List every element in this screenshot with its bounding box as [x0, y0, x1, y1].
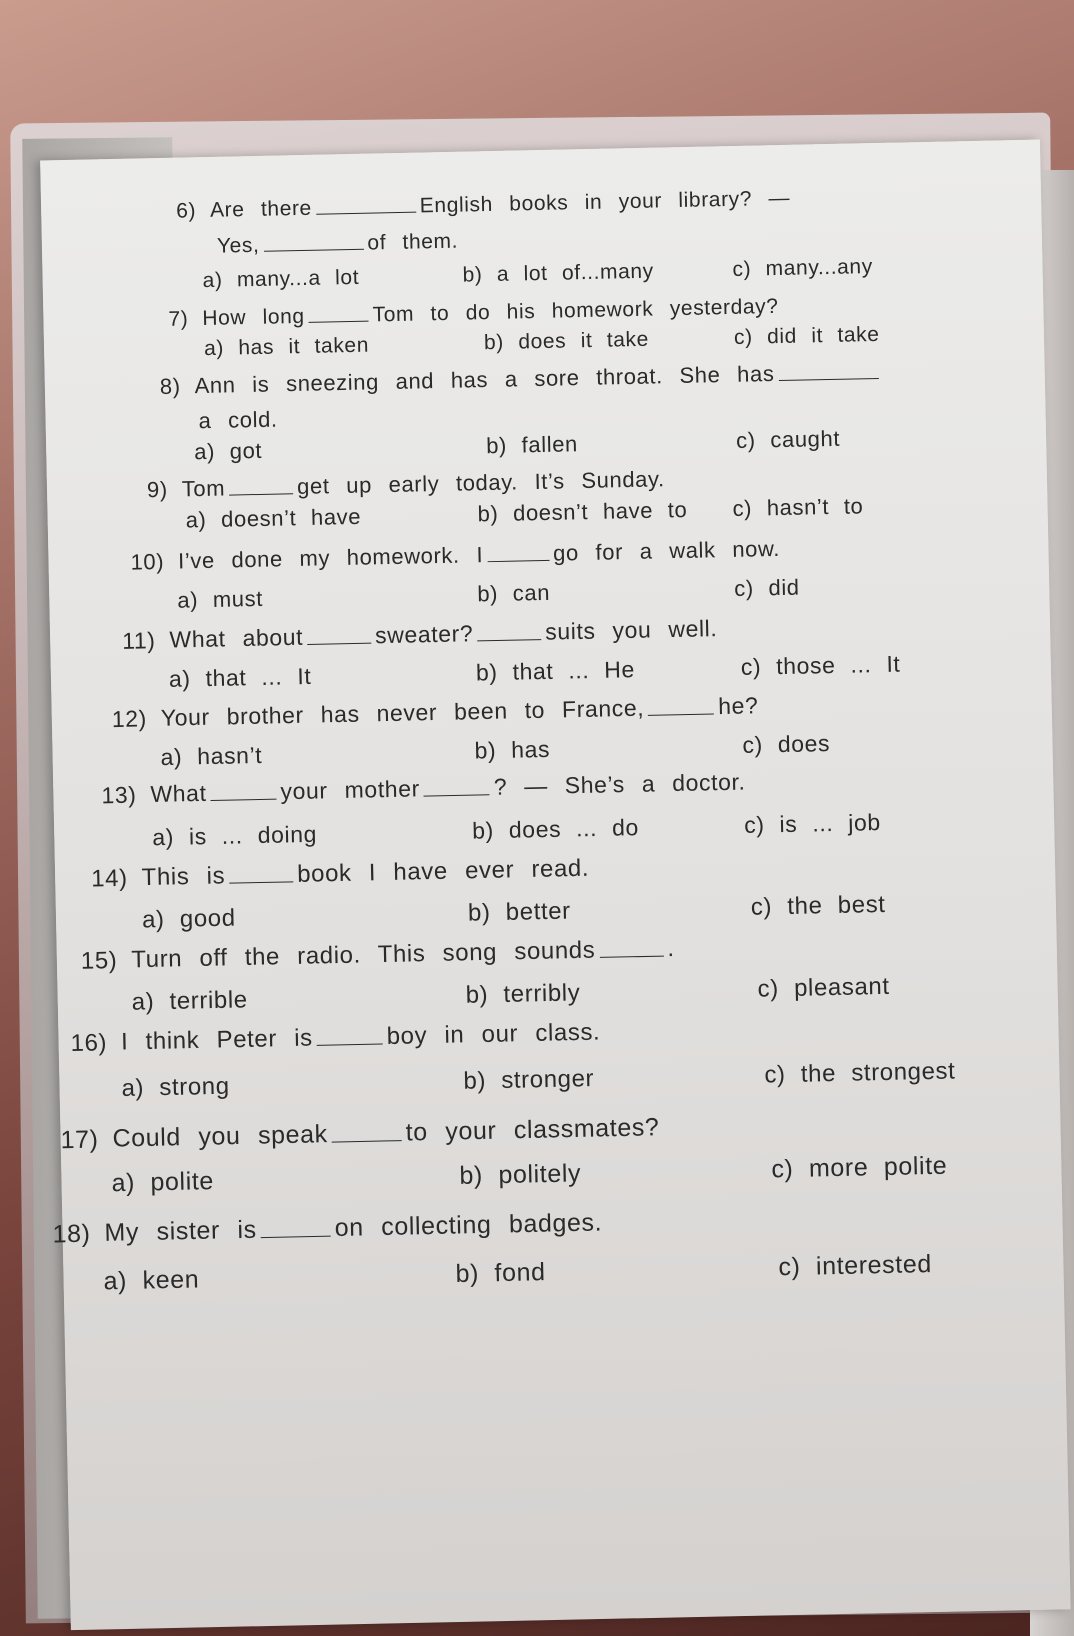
option-a[interactable]: a) got: [193, 437, 263, 465]
question-text: book I have ever read.: [296, 854, 590, 888]
question-text: Are there: [209, 196, 313, 222]
option-a[interactable]: a) has it taken: [203, 333, 370, 361]
question-text: boy in our class.: [386, 1018, 601, 1050]
answer-blank[interactable]: [648, 692, 714, 715]
question-11: [122, 614, 718, 654]
answer-blank[interactable]: [263, 230, 363, 252]
option-a[interactable]: a) terrible: [131, 986, 248, 1016]
question-text: on collecting badges.: [334, 1208, 603, 1243]
option-c[interactable]: c) more polite: [771, 1151, 948, 1184]
question-continuation: [217, 228, 459, 259]
question-text: What about: [169, 623, 304, 653]
question-text: Tom to do his homework yesterday?: [372, 294, 779, 327]
question-number: 12): [111, 705, 148, 732]
question-10: [130, 535, 780, 575]
question-16: [70, 1017, 600, 1058]
question-text: your mother: [280, 775, 421, 805]
option-a[interactable]: a) strong: [121, 1072, 230, 1102]
option-c[interactable]: c) those ... It: [740, 650, 901, 680]
question-number: 6): [175, 199, 197, 223]
answer-blank[interactable]: [487, 540, 549, 562]
option-c[interactable]: c) the best: [750, 890, 886, 921]
option-b[interactable]: b) politely: [459, 1159, 582, 1190]
option-b[interactable]: b) better: [467, 897, 572, 927]
option-b[interactable]: b) stronger: [463, 1065, 595, 1095]
answer-blank[interactable]: [210, 778, 276, 801]
answer-blank[interactable]: [307, 622, 371, 645]
question-14: [91, 853, 590, 893]
option-c[interactable]: c) does: [742, 730, 831, 758]
option-b[interactable]: b) fond: [455, 1258, 546, 1289]
answer-blank[interactable]: [229, 473, 293, 495]
question-continuation: a cold.: [198, 406, 278, 434]
option-a[interactable]: a) polite: [111, 1167, 215, 1198]
question-text: Turn off the radio. This song sounds: [131, 936, 596, 974]
question-18: [52, 1207, 602, 1249]
question-text: What: [150, 779, 207, 807]
question-9: [147, 465, 665, 503]
question-number: 9): [146, 476, 169, 503]
answer-blank[interactable]: [316, 1021, 382, 1045]
question-text: suits you well.: [544, 615, 718, 645]
option-c[interactable]: c) did it take: [733, 322, 880, 349]
question-text: Your brother has never been to France,: [160, 694, 645, 731]
answer-blank[interactable]: [229, 859, 293, 883]
option-b[interactable]: b) can: [477, 579, 551, 607]
option-a[interactable]: a) hasn’t: [160, 741, 263, 771]
worksheet-content: [40, 140, 1071, 1631]
question-text: How long: [202, 304, 305, 330]
question-17: [60, 1112, 659, 1155]
question-text: I think Peter is: [120, 1024, 314, 1056]
option-c[interactable]: c) many...any: [732, 255, 874, 281]
question-number: 16): [70, 1028, 108, 1057]
question-number: 14): [90, 864, 128, 893]
option-a[interactable]: a) many...a lot: [202, 265, 360, 293]
question-8: [160, 358, 883, 400]
option-c[interactable]: c) hasn’t to: [732, 493, 864, 522]
question-number: 7): [168, 307, 189, 331]
option-b[interactable]: b) fallen: [485, 431, 579, 459]
option-a[interactable]: a) good: [141, 904, 236, 934]
question-text: ? — She’s a doctor.: [493, 768, 746, 800]
question-text: [882, 359, 883, 384]
question-text: This is: [141, 862, 226, 892]
option-a[interactable]: a) is ... doing: [152, 820, 318, 851]
option-b[interactable]: b) does ... do: [471, 814, 640, 844]
question-7: [168, 293, 779, 332]
question-text: go for a walk now.: [552, 535, 781, 566]
worksheet-page: [40, 140, 1071, 1631]
question-text: sweater?: [374, 620, 474, 649]
question-text: Could you speak: [112, 1120, 329, 1153]
option-c[interactable]: c) did: [733, 574, 800, 602]
question-text: Ann is sneezing and has a sore throat. She has: [194, 360, 775, 399]
option-b[interactable]: b) that ... He: [475, 656, 636, 686]
question-number: 11): [121, 626, 156, 654]
option-c[interactable]: c) is ... job: [743, 809, 882, 838]
option-b[interactable]: b) a lot of...many: [462, 259, 655, 287]
question-text: My sister is: [104, 1215, 257, 1247]
question-12: [112, 692, 759, 733]
answer-blank[interactable]: [599, 934, 663, 958]
question-text: .: [667, 934, 675, 963]
question-text: of them.: [367, 229, 459, 255]
option-b[interactable]: b) does it take: [483, 327, 650, 355]
answer-blank[interactable]: [260, 1213, 330, 1238]
question-number: 17): [60, 1124, 99, 1154]
question-text: get up early today. It’s Sunday.: [296, 466, 665, 499]
question-6: [176, 185, 790, 224]
answer-blank[interactable]: [316, 193, 416, 215]
question-number: 15): [80, 946, 118, 975]
answer-blank[interactable]: [424, 773, 490, 796]
answer-blank[interactable]: [778, 358, 878, 381]
question-number: 13): [101, 781, 137, 809]
option-b[interactable]: b) has: [474, 735, 551, 764]
question-text: English books in your library? —: [419, 186, 791, 218]
question-text: Yes,: [216, 233, 260, 258]
option-b[interactable]: b) doesn’t have to: [477, 496, 688, 527]
option-c[interactable]: c) pleasant: [757, 972, 890, 1003]
answer-blank[interactable]: [331, 1117, 401, 1142]
option-a[interactable]: a) must: [177, 585, 264, 613]
question-number: 10): [130, 548, 165, 575]
option-c[interactable]: c) the strongest: [764, 1057, 956, 1089]
question-number: 18): [52, 1219, 91, 1248]
option-b[interactable]: b) terribly: [465, 979, 581, 1009]
option-a[interactable]: a) doesn’t have: [185, 503, 362, 533]
question-13: [101, 768, 746, 809]
question-text: I’ve done my homework. I: [177, 542, 484, 574]
option-c[interactable]: c) caught: [735, 425, 841, 453]
question-number: 8): [159, 373, 181, 399]
question-text: to your classmates?: [405, 1113, 660, 1147]
answer-blank[interactable]: [308, 302, 368, 323]
question-15: [81, 933, 675, 975]
option-a[interactable]: a) that ... It: [168, 662, 312, 692]
answer-blank[interactable]: [477, 618, 541, 641]
question-text: he?: [717, 692, 759, 720]
question-text: Tom: [181, 475, 226, 502]
option-a[interactable]: a) keen: [103, 1265, 200, 1296]
option-c[interactable]: c) interested: [778, 1250, 933, 1282]
